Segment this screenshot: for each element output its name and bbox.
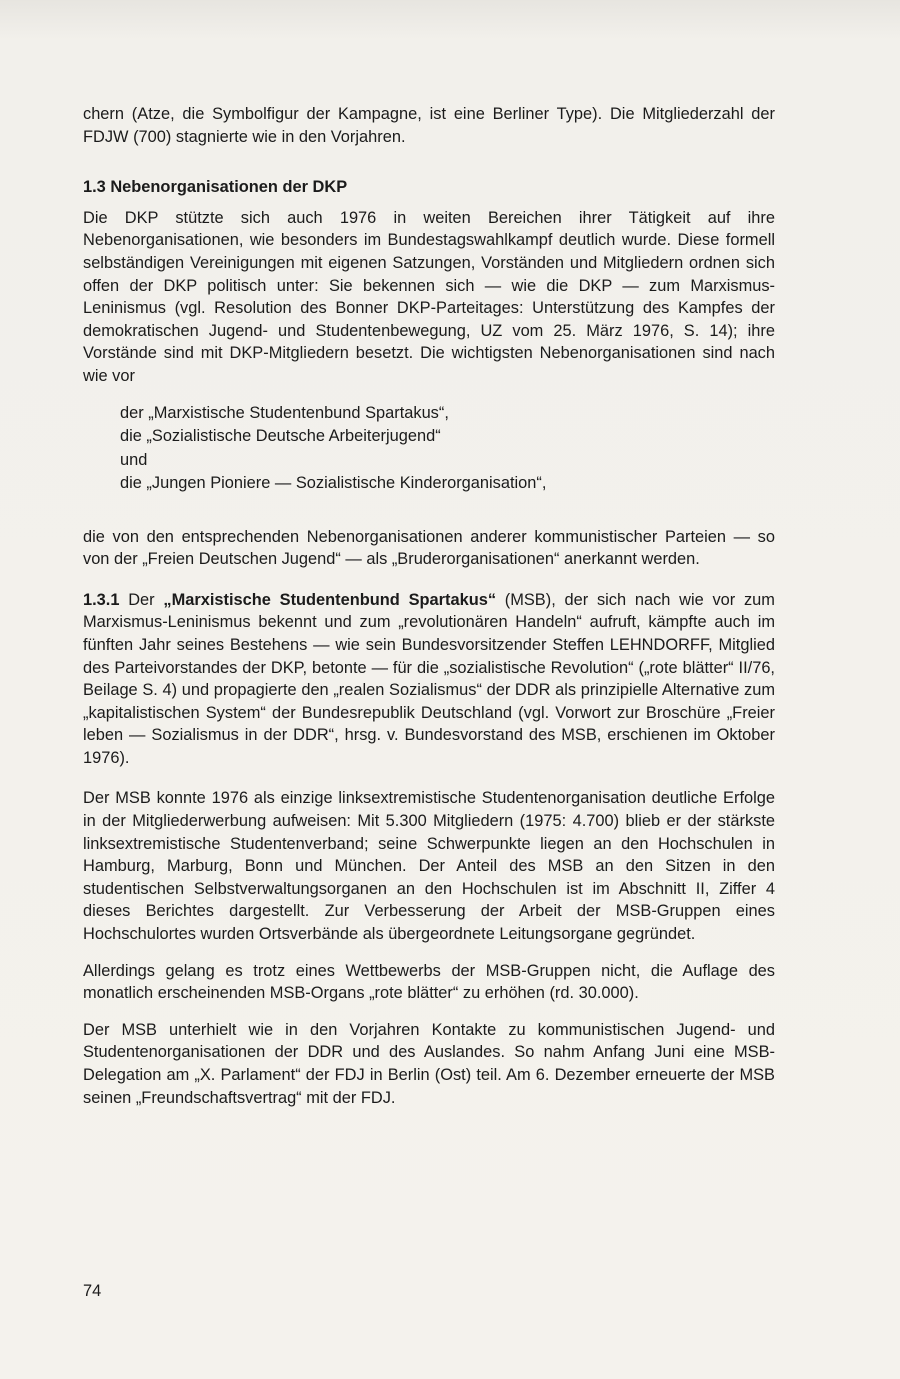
- list-item: die „Sozialistische Deutsche Arbeiterjugend“: [120, 427, 441, 446]
- list-item: die „Jungen Pioniere — Sozialistische Kinderorganisation“,: [120, 474, 547, 493]
- section-heading: 1.3 Nebenorganisationen der DKP: [83, 178, 348, 197]
- paragraph-nebenorganisationen: Die DKP stützte sich auch 1976 in weiten Bereichen ihrer Tätigkeit auf ihre Nebenorganisationen, wie besonders im Bundestagswahlkampf deutlich wurde. Diese formell selbständigen Vereinigungen mit eigenen Satzungen, Vorständen und Mitgliedern ordnen sich offen der DKP politisch unter: Sie bekennen sich — wie die DKP — zum Marxismus-Leninismus (vgl. Resolution des Bonner DKP-Parteitages: Unterstützung des Kampfes der demokratischen Jugend- und Studentenbewegung, UZ vom 25. März 1976, S. 14); ihre Vorstände sind mit DKP-Mitgliedern besetzt. Die wichtigsten Nebenorganisationen sind nach wie vor: [83, 208, 775, 385]
- list-item: der „Marxistische Studentenbund Spartakus“,: [120, 403, 449, 422]
- paragraph-mitglieder: Der MSB konnte 1976 als einzige linksextremistische Studentenorganisation deutliche Erfolge in der Mitgliederwerbung aufweisen: Mit 5.300 Mitgliedern (1975: 4.700) blieb er der stärkste linksextremistische Studentenverband; seine Schwerpunkte liegen an den Hochschulen in Hamburg, Marburg, Bonn und München. Der Anteil des MSB an den Sitzen in den studentischen Selbstverwaltungsorganen an den Hochschulen ist im Abschnitt II, Ziffer 4 dieses Berichtes dargestellt. Zur Verbesserung der Arbeit der MSB-Gruppen eines Hochschulortes wurden Ortsverbände als übergeordnete Leitungsorgane gegründet.: [83, 789, 775, 944]
- subsection-number: 1.3.1: [83, 590, 120, 609]
- intro-paragraph: chern (Atze, die Symbolfigur der Kampagne, ist eine Berliner Type). Die Mitgliederzahl der FDJW (700) stagnierte wie in den Vorjahren.: [83, 105, 775, 146]
- msb-name: „Marxistische Studentenbund Spartakus“: [163, 590, 497, 609]
- paragraph-msb-text: (MSB), der sich nach wie vor zum Marxismus-Leninismus bekennt und zum „revolutionären Handeln“ aufruft, kämpfte auch im fünften Jahr seines Bestehens — wie sein Bundesvorsitzender Steffen LEHNDORFF, Mitglied des Parteivorstandes der DKP, betonte — für die „sozialistische Revolution“ („rote blätter“ II/76, Beilage S. 4) und propagierte den „realen Sozialismus“ der DDR als prinzipielle Alternative zum „kapitalistischen System“ der Bundesrepublik Deutschland (vgl. Vorwort zur Broschüre „Freier leben — Sozialismus in der DDR“, hrsg. v. Bundesvorstand des MSB, erschienen im Oktober 1976).: [83, 590, 775, 767]
- paragraph-auflage: Allerdings gelang es trotz eines Wettbewerbs der MSB-Gruppen nicht, die Auflage des monatlich erscheinenden MSB-Organs „rote blätter“ zu erhöhen (rd. 30.000).: [83, 961, 775, 1003]
- page-number: 74: [83, 1282, 102, 1300]
- paragraph-bruderorganisationen: die von den entsprechenden Nebenorganisationen anderer kommunistischer Parteien — so von der „Freien Deutschen Jugend“ — als „Bruderorganisationen“ anerkannt werden.: [83, 527, 775, 569]
- paragraph-msb-lead: Der: [128, 590, 155, 609]
- page-content: [83, 103, 775, 1109]
- paragraph-kontakte: Der MSB unterhielt wie in den Vorjahren Kontakte zu kommunistischen Jugend- und Studentenorganisationen der DDR und des Auslandes. So nahm Anfang Juni eine MSB-Delegation am „X. Parlament“ der FDJ in Berlin (Ost) teil. Am 6. Dezember erneuerte der MSB seinen „Freundschaftsvertrag“ mit der FDJ.: [83, 1020, 775, 1107]
- organisation-list: [120, 402, 775, 496]
- list-item: und: [120, 450, 148, 469]
- paragraph-msb: [83, 589, 775, 770]
